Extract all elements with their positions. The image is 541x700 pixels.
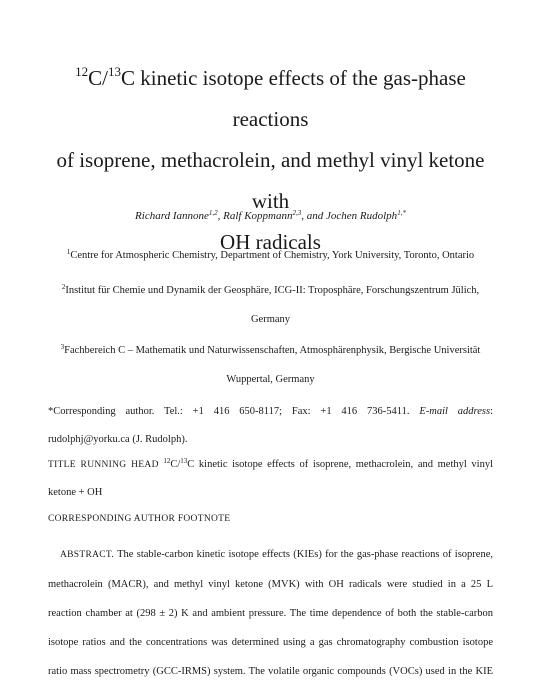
paper-title — [40, 58, 501, 263]
author-1: Richard Iannone — [135, 210, 209, 222]
running-head-label: TITLE RUNNING HEAD — [48, 460, 159, 470]
author-2: , Ralf Koppmann — [217, 210, 293, 222]
affiliation-2: $^2$Institut für Chemie und Dynamik der Geosphäre, ICG-II: Troposphäre, Forschungszentrum Jülich, Germany — [61, 283, 480, 325]
email-label: E-mail address — [419, 406, 491, 417]
corresponding-author-info: *Corresponding author. Tel.: +1 416 650-8117; Fax: +1 416 736-5411. E-mail address: rudolphj@yorku.ca (J. Rudolph). — [48, 398, 493, 454]
abstract-label: ABSTRACT. — [60, 550, 114, 560]
author-3: , and Jochen Rudolph — [301, 210, 398, 222]
corresponding-email: rudolphj@yorku.ca (J. Rudolph). — [48, 434, 188, 445]
affiliation-3: $^3$Fachbereich C – Mathematik und Naturwissenschaften, Atmosphärenphysik, Bergische Universität Wuppertal, Germany — [60, 343, 481, 385]
title-line-2: of isoprene, methacrolein, and methyl vinyl ketone with — [56, 148, 485, 213]
author-list: Richard Iannone$^{1,2}$, Ralf Koppmann$^{2,3}$, and Jochen Rudolph$^{1,*}$ — [135, 209, 406, 222]
affiliation-1: $^1$Centre for Atmospheric Chemistry, Department of Chemistry, York University, Toronto, Ontario — [66, 248, 475, 261]
corresponding-author-footnote-heading: CORRESPONDING AUTHOR FOOTNOTE — [48, 514, 231, 524]
title-line-3: OH radicals — [220, 230, 321, 254]
title-line-1: $^{12}$C/$^{13}$C kinetic isotope effects of the gas-phase reactions — [75, 64, 466, 131]
running-head: TITLE RUNNING HEAD $^{12}$C/$^{13}$C kinetic isotope effects of isoprene, methacrolein, and methyl vinyl ketone + OH — [48, 457, 493, 498]
abstract: ABSTRACT. The stable-carbon kinetic isotope effects (KIEs) for the gas-phase reactions of isoprene, methacrolein (MACR), and methyl vinyl ketone (MVK) with OH radicals were studied in a 25 L reaction chamber at (298 ± 2) K and ambient pressure. The time dependence of both the stable-carbon isotope ratios and the concentrations was determined using a gas chromatography combustion isotope ratio mass spectrometry (GCC-IRMS) system. The volatile organic compounds (VOCs) used in the KIE — [48, 549, 493, 677]
